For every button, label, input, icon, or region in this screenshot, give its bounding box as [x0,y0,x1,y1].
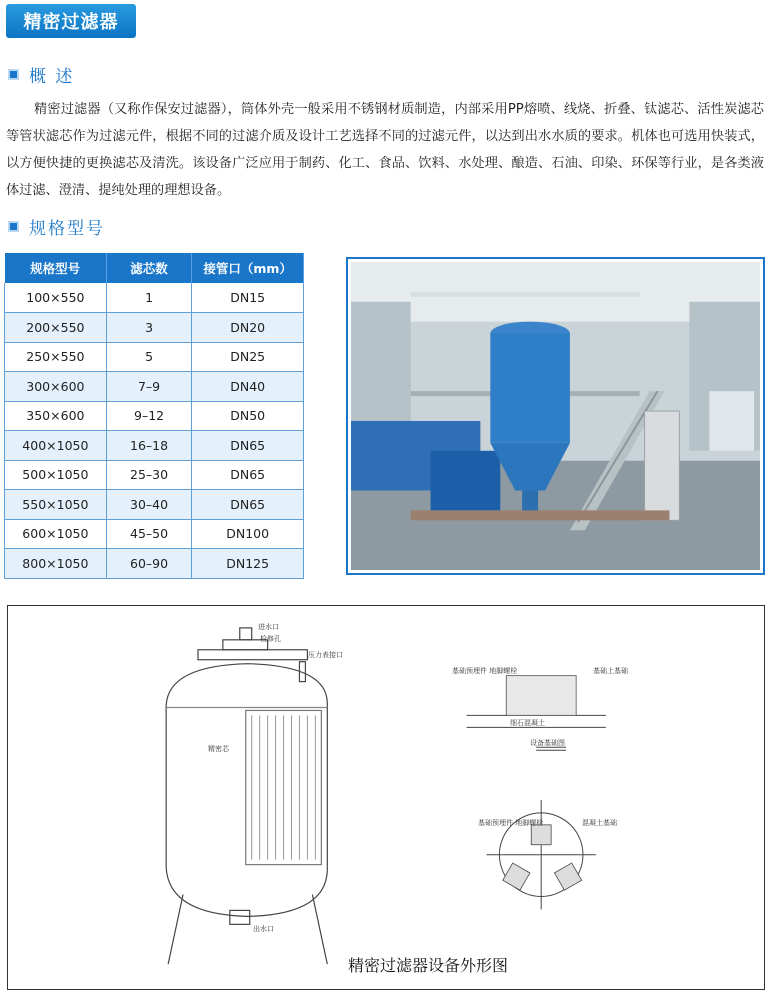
cell-model: 550×1050 [5,490,107,520]
cell-nozzle: DN65 [192,460,304,490]
cell-nozzle: DN100 [192,519,304,549]
col-header-nozzle: 接管口（mm） [192,253,304,283]
col-header-model: 规格型号 [5,253,107,283]
cell-nozzle: DN20 [192,313,304,343]
cell-elements: 1 [106,283,192,313]
cell-model: 100×550 [5,283,107,313]
cell-elements: 16–18 [106,431,192,461]
drawing-caption: 精密过滤器设备外形图 [348,956,509,975]
cell-model: 300×600 [5,372,107,402]
cell-model: 400×1050 [5,431,107,461]
table-row [5,283,304,313]
spec-heading: 规格型号 [8,214,105,239]
table-row [5,372,304,402]
cell-nozzle: DN15 [192,283,304,313]
label-element: 精密芯 [208,745,229,753]
equipment-photo [346,257,765,575]
label-foundation-bottom: 细石混凝土 [510,719,545,727]
table-row [5,431,304,461]
page-title: 精密过滤器 [6,4,136,38]
table-row [5,490,304,520]
square-bullet-icon [8,69,19,80]
spec-table-header [5,253,304,283]
cell-elements: 25–30 [106,460,192,490]
table-row [5,460,304,490]
label-outlet: 出水口 [253,925,274,933]
cell-elements: 45–50 [106,519,192,549]
label-manhole: 检修孔 [260,635,281,643]
label-foundation-right: 基础上基础 [593,667,628,675]
cell-model: 200×550 [5,313,107,343]
cell-model: 250×550 [5,342,107,372]
cell-nozzle: DN25 [192,342,304,372]
cell-model: 800×1050 [5,549,107,579]
equipment-drawing [7,605,765,990]
equipment-photo-image [351,262,760,570]
square-bullet-icon [8,221,19,232]
table-row [5,549,304,579]
label-foundation-left: 基础预埋件 地脚螺栓 [452,667,518,675]
cell-model: 500×1050 [5,460,107,490]
drawing-lines [8,606,764,989]
label-foundation-title: 设备基础图 [530,739,565,747]
cell-elements: 5 [106,342,192,372]
cell-nozzle: DN65 [192,490,304,520]
cell-elements: 7–9 [106,372,192,402]
label-plan-right: 混凝土基础 [582,819,617,827]
cell-nozzle: DN40 [192,372,304,402]
col-header-elements: 滤芯数 [106,253,192,283]
table-row [5,401,304,431]
cell-elements: 9–12 [106,401,192,431]
table-row [5,313,304,343]
cell-elements: 30–40 [106,490,192,520]
cell-nozzle: DN50 [192,401,304,431]
cell-nozzle: DN125 [192,549,304,579]
table-row [5,519,304,549]
overview-paragraph: 精密过滤器（又称作保安过滤器），筒体外壳一般采用不锈钢材质制造，内部采用PP熔喷、线烧、折叠、钛滤芯、活性炭滤芯等管状滤芯作为过滤元件，根据不同的过滤介质及设计工艺选择不同的过滤元件，以达到出水水质的要求。机体也可选用快装式，以方便快捷的更换滤芯及清洗。该设备广泛应用于制药、化工、食品、饮料、水处理、酿造、石油、印染、环保等行业，是各类液体过滤、澄清、提纯处理的理想设备。 [6,102,764,198]
label-gauge: 压力表接口 [308,651,343,659]
cell-elements: 3 [106,313,192,343]
cell-model: 600×1050 [5,519,107,549]
label-plan-left: 基础预埋件 地脚螺栓 [478,819,544,827]
cell-model: 350×600 [5,401,107,431]
label-inlet: 进水口 [258,623,279,631]
table-row [5,342,304,372]
cell-nozzle: DN65 [192,431,304,461]
overview-heading: 概 述 [8,62,74,87]
spec-table [4,253,304,579]
cell-elements: 60–90 [106,549,192,579]
